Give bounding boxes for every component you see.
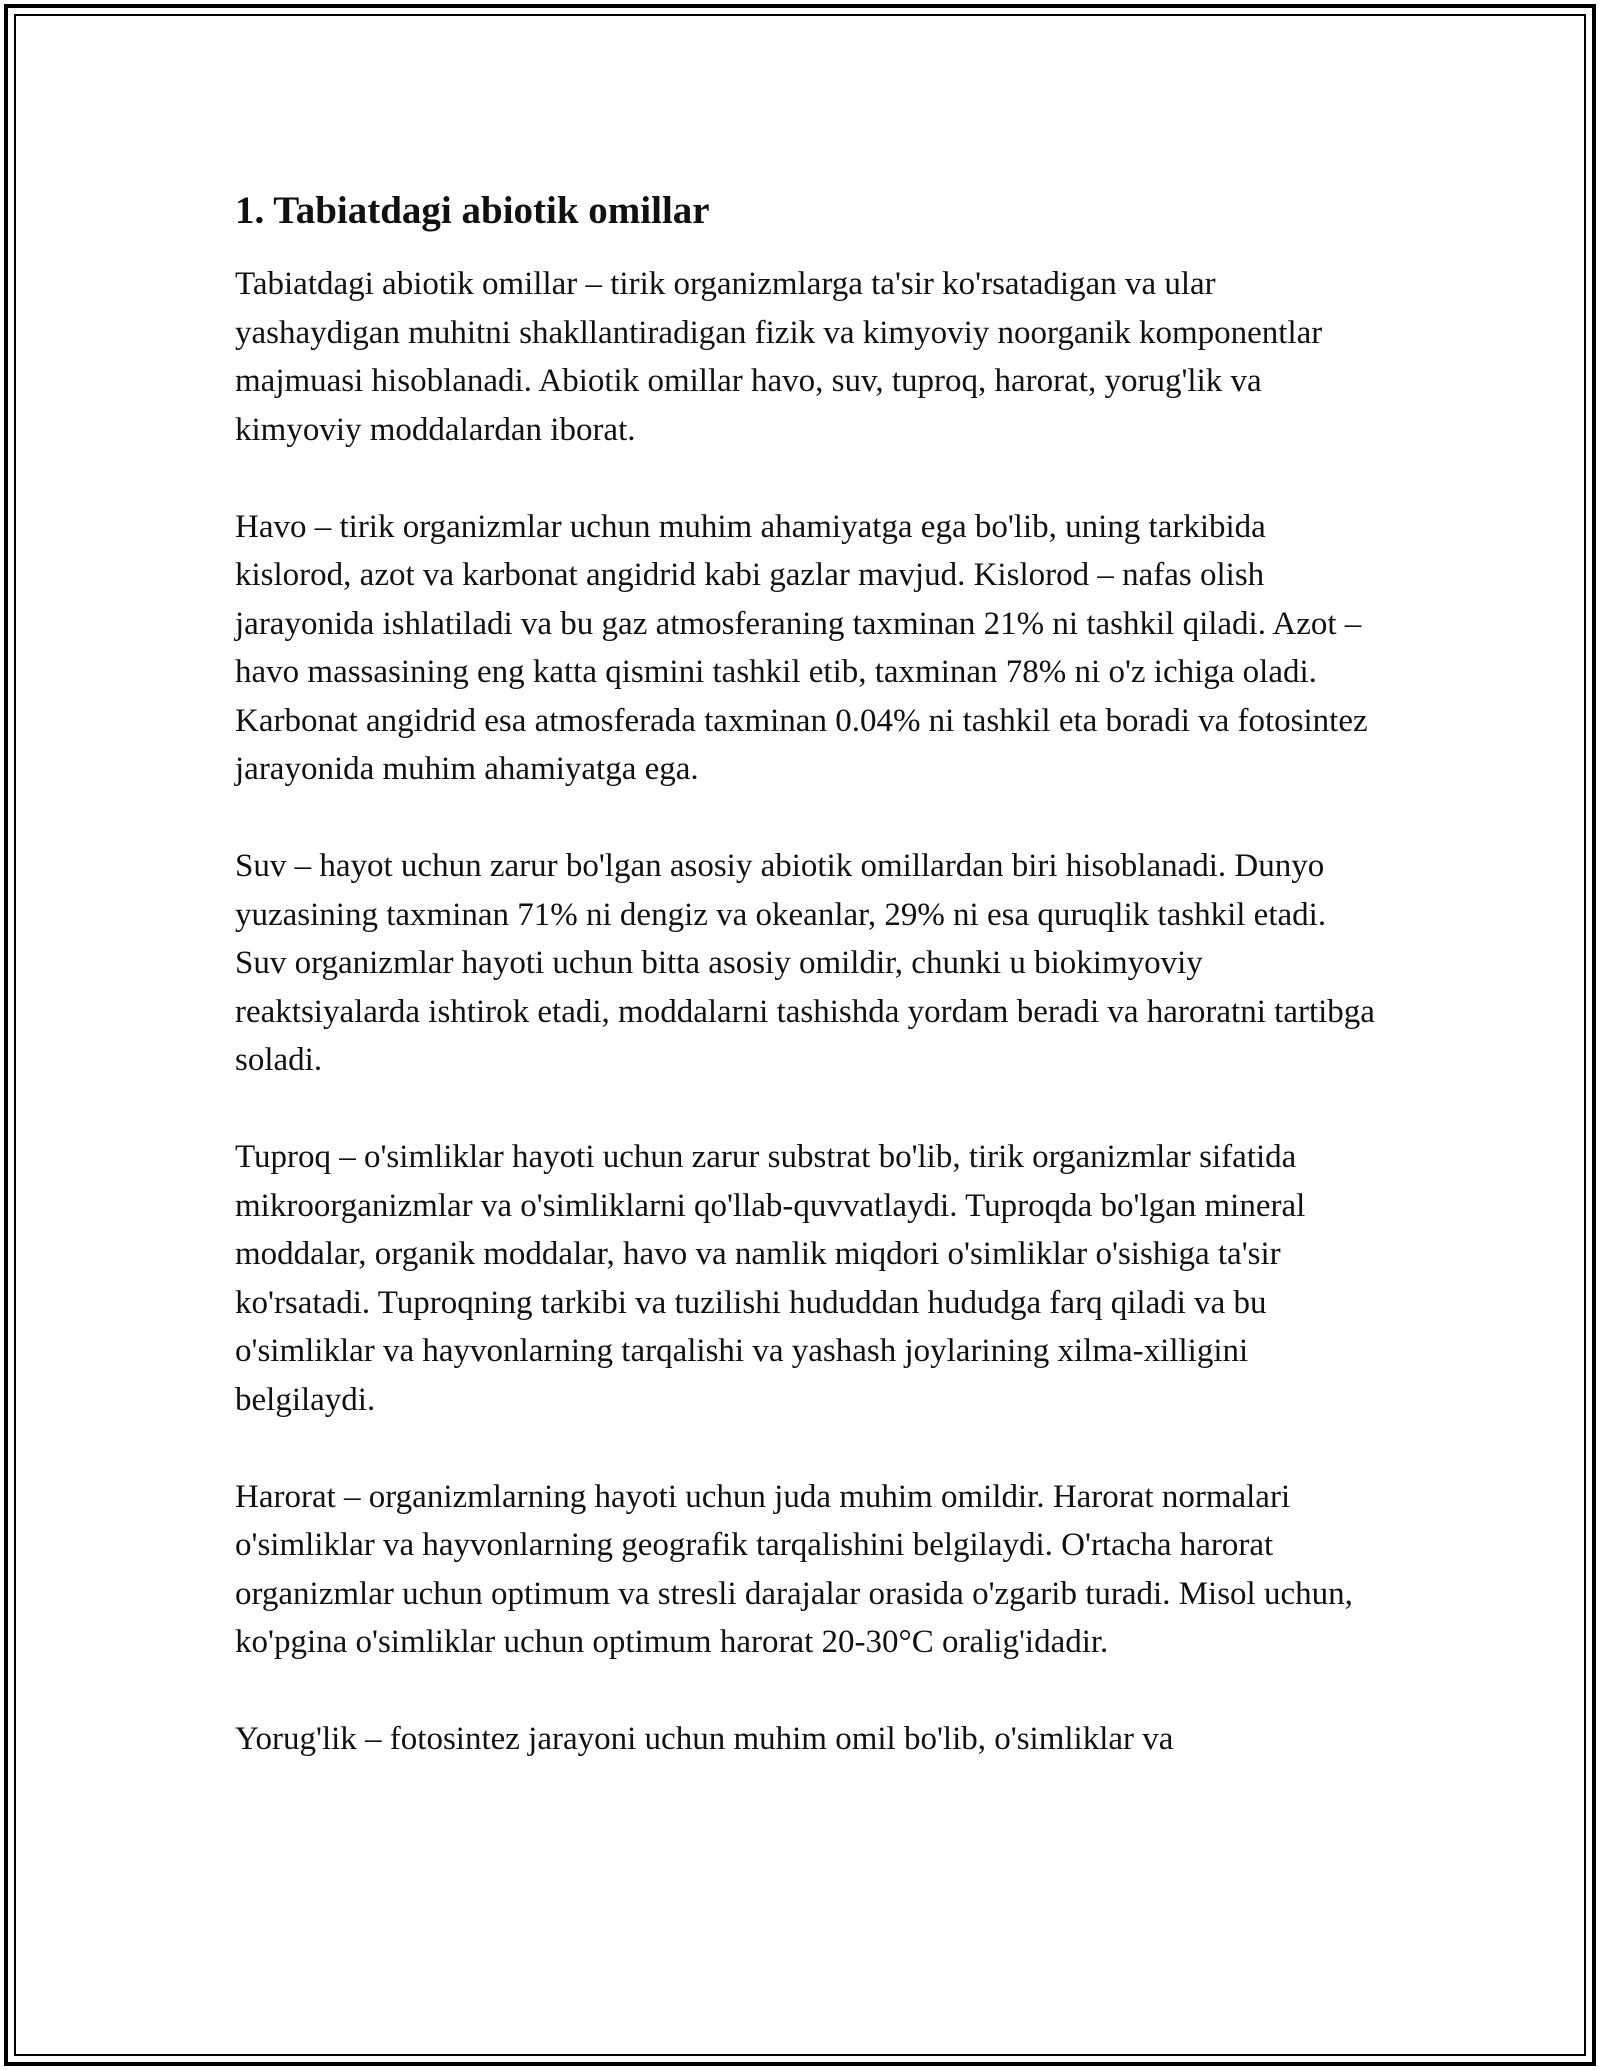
paragraph-harorat: Harorat – organizmlarning hayoti uchun juda muhim omildir. Harorat normalari o'simliklar va hayvonlarning geografik tarqalishini belgilaydi. O'rtacha harorat organizmlar uchun optimum va stresli darajalar orasida o'zgarib turadi. Misol uchun, ko'pgina o'simliklar uchun optimum harorat 20-30°C oralig'idadir. [235, 1478, 1353, 1660]
paragraph-tuproq: Tuproq – o'simliklar hayoti uchun zarur substrat bo'lib, tirik organizmlar sifatida mikroorganizmlar va o'simliklarni qo'llab-quvvatlaydi. Tuproqda bo'lgan mineral moddalar, organik moddalar, havo va namlik miqdori o'simliklar o'sishiga ta'sir ko'rsatadi. Tuproqning tarkibi va tuzilishi hududdan hududga farq qiladi va bu o'simliklar va hayvonlarning tarqalishi va yashash joylarining xilma-xilligini belgilaydi. [235, 1139, 1306, 1418]
document-body [235, 186, 1375, 1764]
paragraph-intro: Tabiatdagi abiotik omillar – tirik organizmlarga ta'sir ko'rsatadigan va ular yashaydigan muhitni shakllantiradigan fizik va kimyoviy noorganik komponentlar majmuasi hisoblanadi. Abiotik omillar havo, suv, tuproq, harorat, yorug'lik va kimyoviy moddalardan iborat. [235, 266, 1323, 448]
section-heading: 1. Tabiatdagi abiotik omillar [235, 189, 710, 232]
paragraph-yoruglik: Yorug'lik – fotosintez jarayoni uchun muhim omil bo'lib, o'simliklar va [235, 1721, 1174, 1757]
paragraph-suv: Suv – hayot uchun zarur bo'lgan asosiy abiotik omillardan biri hisoblanadi. Dunyo yuzasining taxminan 71% ni dengiz va okeanlar, 29% ni esa quruqlik tashkil etadi. Suv organizmlar hayoti uchun bitta asosiy omildir, chunki u biokimyoviy reaktsiyalarda ishtirok etadi, moddalarni tashishda yordam beradi va haroratni tartibga soladi. [235, 848, 1375, 1078]
paragraph-havo: Havo – tirik organizmlar uchun muhim ahamiyatga ega bo'lib, uning tarkibida kislorod, azot va karbonat angidrid kabi gazlar mavjud. Kislorod – nafas olish jarayonida ishlatiladi va bu gaz atmosferaning taxminan 21% ni tashkil qiladi. Azot – havo massasining eng katta qismini tashkil etib, taxminan 78% ni o'z ichiga oladi. Karbonat angidrid esa atmosferada taxminan 0.04% ni tashkil eta boradi va fotosintez jarayonida muhim ahamiyatga ega. [235, 508, 1368, 787]
